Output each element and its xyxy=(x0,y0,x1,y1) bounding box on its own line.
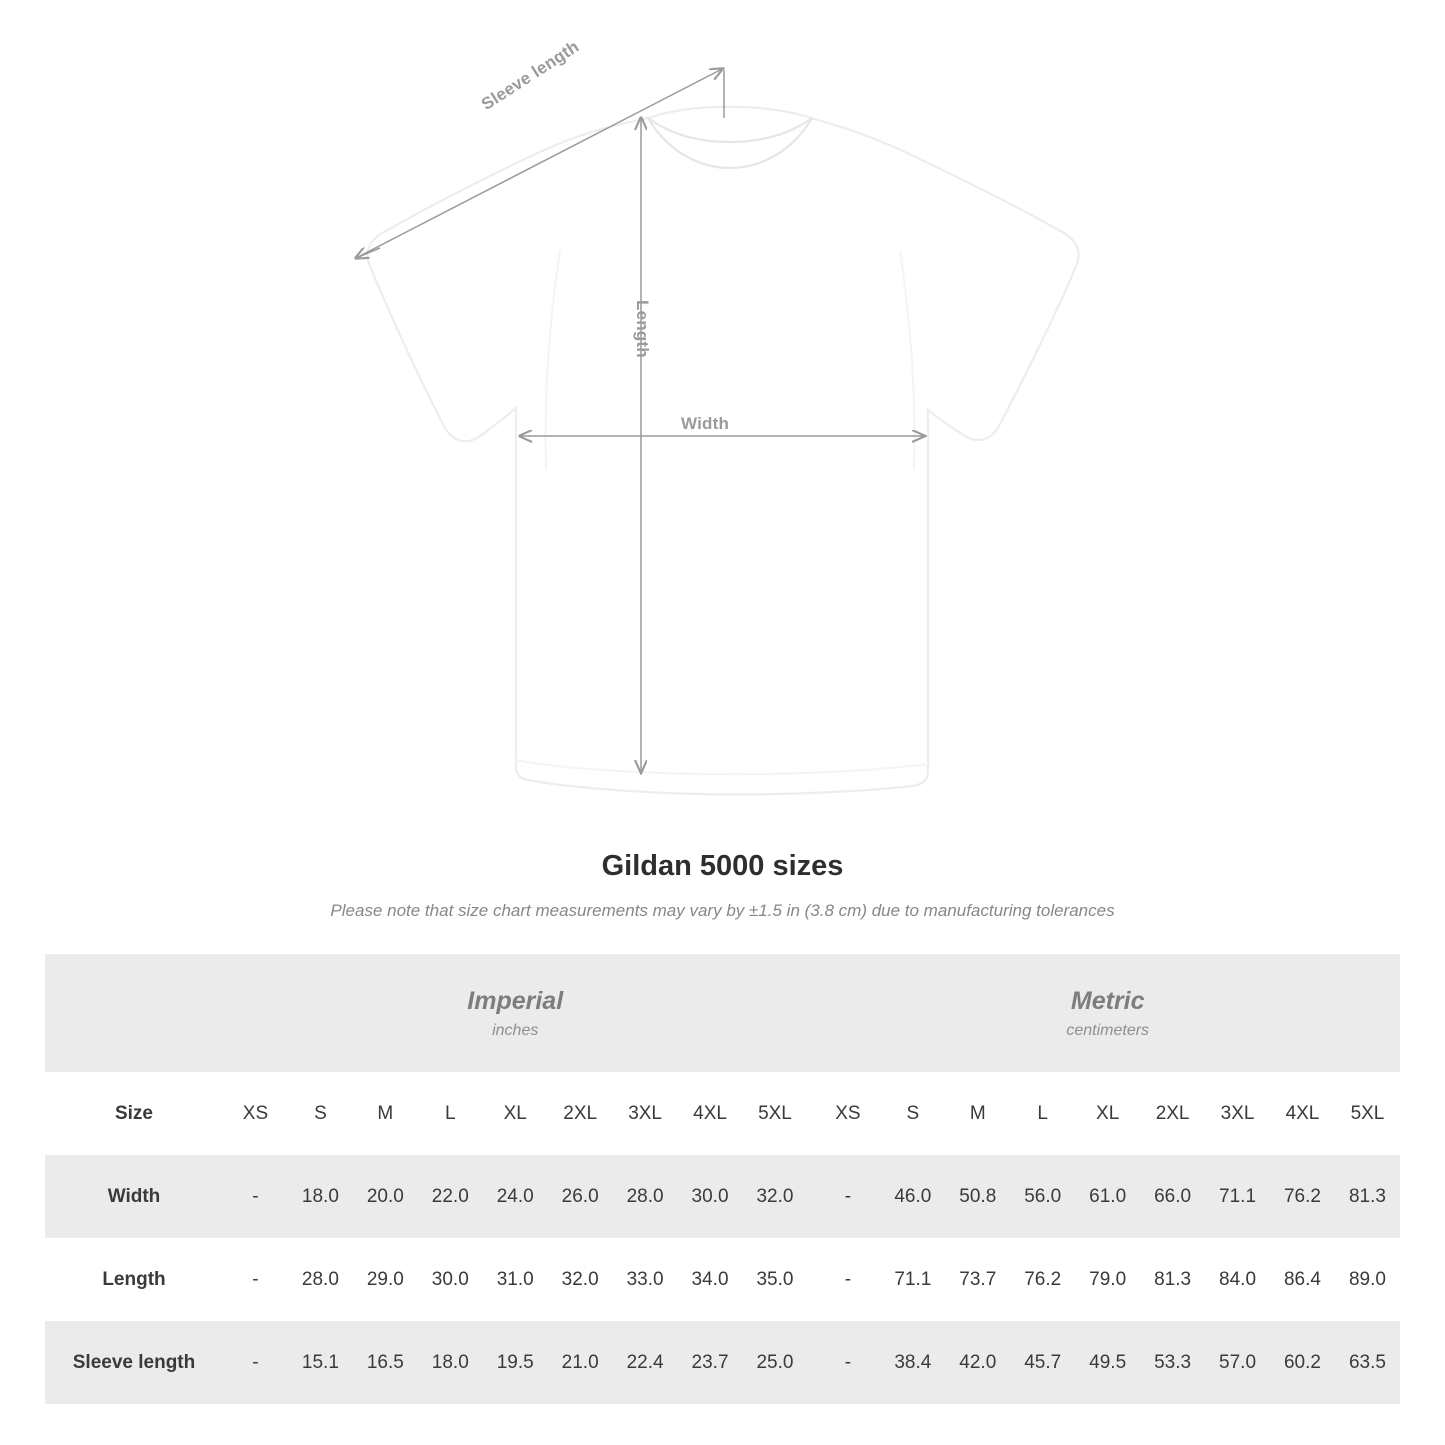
cell-metric-4xl: 76.2 xyxy=(1270,1155,1335,1238)
cell-imperial-5xl: 25.0 xyxy=(743,1321,808,1404)
cell-imperial-4xl: 34.0 xyxy=(678,1238,743,1321)
column-header-imperial-5xl: 5XL xyxy=(743,1072,808,1155)
unit-group-imperial xyxy=(223,954,807,1072)
cell-imperial-2xl: 21.0 xyxy=(548,1321,613,1404)
cell-imperial-3xl: 28.0 xyxy=(613,1155,678,1238)
cell-imperial-xs: - xyxy=(223,1155,288,1238)
cell-metric-xs: - xyxy=(815,1238,880,1321)
unit-group-imperial-name: Imperial xyxy=(467,987,564,1016)
cell-imperial-4xl: 30.0 xyxy=(678,1155,743,1238)
size-header-row xyxy=(45,1072,1400,1155)
cell-imperial-5xl: 32.0 xyxy=(743,1155,808,1238)
cell-metric-2xl: 66.0 xyxy=(1140,1155,1205,1238)
length-dimension-label: Length xyxy=(633,300,652,358)
cell-metric-m: 50.8 xyxy=(945,1155,1010,1238)
cell-metric-xs: - xyxy=(815,1155,880,1238)
column-header-metric-5xl: 5XL xyxy=(1335,1072,1400,1155)
tolerance-note: Please note that size chart measurements may vary by ±1.5 in (3.8 cm) due to manufacturing tolerances xyxy=(330,901,1115,920)
column-header-metric-2xl: 2XL xyxy=(1140,1072,1205,1155)
cell-imperial-2xl: 26.0 xyxy=(548,1155,613,1238)
cell-metric-4xl: 60.2 xyxy=(1270,1321,1335,1404)
cell-metric-4xl: 86.4 xyxy=(1270,1238,1335,1321)
cell-metric-3xl: 57.0 xyxy=(1205,1321,1270,1404)
row-label-width: Width xyxy=(45,1155,223,1238)
cell-imperial-m: 29.0 xyxy=(353,1238,418,1321)
cell-metric-xs: - xyxy=(815,1321,880,1404)
column-header-imperial-l: L xyxy=(418,1072,483,1155)
unit-group-imperial-sub: inches xyxy=(492,1021,539,1039)
column-header-metric-3xl: 3XL xyxy=(1205,1072,1270,1155)
cell-imperial-xl: 19.5 xyxy=(483,1321,548,1404)
column-header-imperial-3xl: 3XL xyxy=(613,1072,678,1155)
column-header-imperial-4xl: 4XL xyxy=(678,1072,743,1155)
cell-imperial-xs: - xyxy=(223,1238,288,1321)
chart-title-block xyxy=(0,850,1445,921)
column-header-imperial-xl: XL xyxy=(483,1072,548,1155)
row-label-length: Length xyxy=(45,1238,223,1321)
cell-metric-2xl: 81.3 xyxy=(1140,1238,1205,1321)
unit-group-metric-sub: centimeters xyxy=(1066,1021,1150,1039)
cell-imperial-3xl: 22.4 xyxy=(613,1321,678,1404)
column-header-metric-xs: XS xyxy=(815,1072,880,1155)
cell-metric-s: 38.4 xyxy=(880,1321,945,1404)
cell-metric-m: 73.7 xyxy=(945,1238,1010,1321)
cell-imperial-l: 22.0 xyxy=(418,1155,483,1238)
cell-imperial-xl: 24.0 xyxy=(483,1155,548,1238)
column-header-imperial-2xl: 2XL xyxy=(548,1072,613,1155)
cell-metric-l: 45.7 xyxy=(1010,1321,1075,1404)
table-row xyxy=(45,1238,1400,1321)
cell-metric-xl: 79.0 xyxy=(1075,1238,1140,1321)
cell-metric-xl: 61.0 xyxy=(1075,1155,1140,1238)
header-separator xyxy=(807,1072,815,1155)
cell-metric-2xl: 53.3 xyxy=(1140,1321,1205,1404)
cell-imperial-xl: 31.0 xyxy=(483,1238,548,1321)
cell-metric-3xl: 84.0 xyxy=(1205,1238,1270,1321)
cell-imperial-l: 30.0 xyxy=(418,1238,483,1321)
column-header-metric-m: M xyxy=(945,1072,1010,1155)
cell-metric-5xl: 63.5 xyxy=(1335,1321,1400,1404)
cell-imperial-m: 16.5 xyxy=(353,1321,418,1404)
column-header-imperial-s: S xyxy=(288,1072,353,1155)
row-label-sleeve-length: Sleeve length xyxy=(45,1321,223,1404)
row-separator xyxy=(807,1238,815,1321)
cell-imperial-4xl: 23.7 xyxy=(678,1321,743,1404)
sleeve-length-dimension-label: Sleeve length xyxy=(478,36,583,114)
cell-imperial-5xl: 35.0 xyxy=(743,1238,808,1321)
cell-metric-m: 42.0 xyxy=(945,1321,1010,1404)
column-header-imperial-xs: XS xyxy=(223,1072,288,1155)
cell-metric-l: 76.2 xyxy=(1010,1238,1075,1321)
cell-metric-xl: 49.5 xyxy=(1075,1321,1140,1404)
cell-imperial-xs: - xyxy=(223,1321,288,1404)
cell-imperial-s: 15.1 xyxy=(288,1321,353,1404)
cell-imperial-l: 18.0 xyxy=(418,1321,483,1404)
cell-imperial-m: 20.0 xyxy=(353,1155,418,1238)
cell-imperial-s: 28.0 xyxy=(288,1238,353,1321)
size-chart-table-wrapper xyxy=(45,954,1400,1404)
cell-metric-s: 46.0 xyxy=(880,1155,945,1238)
cell-metric-5xl: 81.3 xyxy=(1335,1155,1400,1238)
table-row xyxy=(45,1321,1400,1404)
table-row xyxy=(45,1155,1400,1238)
cell-imperial-2xl: 32.0 xyxy=(548,1238,613,1321)
size-chart-table xyxy=(45,954,1400,1404)
unit-group-metric-name: Metric xyxy=(1070,987,1145,1016)
row-separator xyxy=(807,1155,815,1238)
row-separator xyxy=(807,1321,815,1404)
unit-group-separator xyxy=(807,954,815,1072)
column-header-metric-s: S xyxy=(880,1072,945,1155)
page-title: Gildan 5000 sizes xyxy=(601,850,844,882)
unit-group-metric xyxy=(815,954,1400,1072)
cell-metric-l: 56.0 xyxy=(1010,1155,1075,1238)
column-header-metric-xl: XL xyxy=(1075,1072,1140,1155)
unit-group-header-row xyxy=(45,954,1400,1072)
cell-metric-s: 71.1 xyxy=(880,1238,945,1321)
cell-metric-3xl: 71.1 xyxy=(1205,1155,1270,1238)
column-header-metric-4xl: 4XL xyxy=(1270,1072,1335,1155)
unit-group-corner-cell xyxy=(45,954,223,1072)
size-header-label: Size xyxy=(45,1072,223,1155)
cell-imperial-s: 18.0 xyxy=(288,1155,353,1238)
cell-metric-5xl: 89.0 xyxy=(1335,1238,1400,1321)
column-header-imperial-m: M xyxy=(353,1072,418,1155)
column-header-metric-l: L xyxy=(1010,1072,1075,1155)
width-dimension-label: Width xyxy=(681,414,730,433)
cell-imperial-3xl: 33.0 xyxy=(613,1238,678,1321)
